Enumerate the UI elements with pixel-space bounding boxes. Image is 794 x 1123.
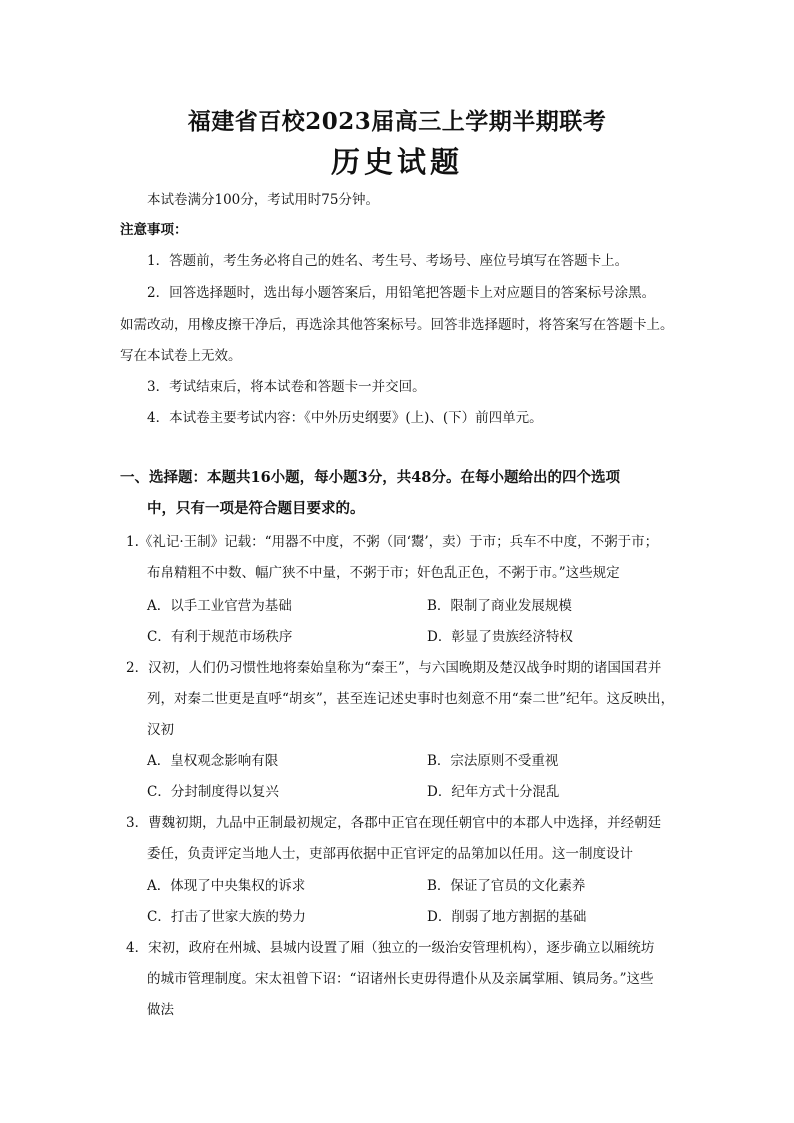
note-item-2-line1: 2．回答选择题时，选出每小题答案后，用铅笔把答题卡上对应题目的答案标号涂黑。: [147, 285, 656, 301]
option-b: B．限制了商业发展规模: [427, 598, 572, 614]
note-item-3: 3．考试结束后，将本试卷和答题卡一并交回。: [147, 379, 426, 395]
question-stem-line: 布帛精粗不中数、幅广狭不中量，不粥于市；奸色乱正色，不粥于市。”这些规定: [147, 565, 620, 581]
note-item-2-line3: 写在本试卷上无效。: [120, 348, 242, 364]
option-a: A．体现了中央集权的诉求: [147, 878, 306, 894]
section-heading-line1: 一、选择题：本题共16小题，每小题3分，共48分。在每小题给出的四个选项: [120, 469, 620, 486]
question-stem-line: 1.《礼记·王制》记载：“用器不中度，不粥（同‘鬻’，卖）于市；兵车不中度，不粥于市；: [126, 534, 659, 550]
question-stem-line: 的城市管理制度。宋太祖曾下诏：“诏诸州长吏毋得遣仆从及亲属掌厢、镇局务。”这些: [147, 971, 654, 987]
intro-text: 本试卷满分100分，考试用时75分钟。: [147, 192, 379, 208]
option-c: C．分封制度得以复兴: [147, 784, 279, 800]
question-stem-line: 委任，负责评定当地人士，吏部再依据中正官评定的品第加以任用。这一制度设计: [147, 846, 633, 862]
option-b: B．宗法原则不受重视: [427, 753, 559, 769]
option-a: A．以手工业官营为基础: [147, 598, 292, 614]
option-c: C．打击了世家大族的势力: [147, 909, 306, 925]
note-item-1: 1．答题前，考生务必将自己的姓名、考生号、考场号、座位号填写在答题卡上。: [147, 253, 629, 269]
question-stem-line: 列，对秦二世更是直呼“胡亥”，甚至连记述史事时也刻意不用“秦二世”纪年。这反映出，: [147, 691, 675, 707]
option-a: A．皇权观念影响有限: [147, 753, 279, 769]
section-heading-line2: 中，只有一项是符合题目要求的。: [147, 500, 365, 517]
question-stem-line: 3．曹魏初期，九品中正制最初规定，各郡中正官在现任朝官中的本郡人中选择，并经朝廷: [126, 815, 662, 831]
option-d: D．纪年方式十分混乱: [427, 784, 560, 800]
option-d: D．彰显了贵族经济特权: [427, 629, 573, 645]
question-stem-line: 4．宋初，政府在州城、县城内设置了厢（独立的一级治安管理机构），逐步确立以厢统坊: [126, 940, 655, 956]
option-b: B．保证了官员的文化素养: [427, 878, 586, 894]
option-c: C．有利于规范市场秩序: [147, 629, 293, 645]
question-stem-line: 汉初: [147, 722, 174, 738]
question-stem-line: 2．汉初，人们仍习惯性地将秦始皇称为“秦王”，与六国晚期及楚汉战争时期的诸国国君并: [126, 660, 662, 676]
exam-title: 福建省百校2023届高三上学期半期联考: [187, 108, 607, 135]
note-item-2-line2: 如需改动，用橡皮擦干净后，再选涂其他答案标号。回答非选择题时，将答案写在答题卡上。: [120, 317, 674, 333]
question-stem-line: 做法: [147, 1002, 174, 1018]
notes-heading: 注意事项：: [120, 222, 188, 238]
exam-subtitle: 历史试题: [330, 145, 463, 179]
option-d: D．削弱了地方割据的基础: [427, 909, 587, 925]
note-item-4: 4．本试卷主要考试内容：《中外历史纲要》(上)、(下）前四单元。: [147, 410, 543, 426]
